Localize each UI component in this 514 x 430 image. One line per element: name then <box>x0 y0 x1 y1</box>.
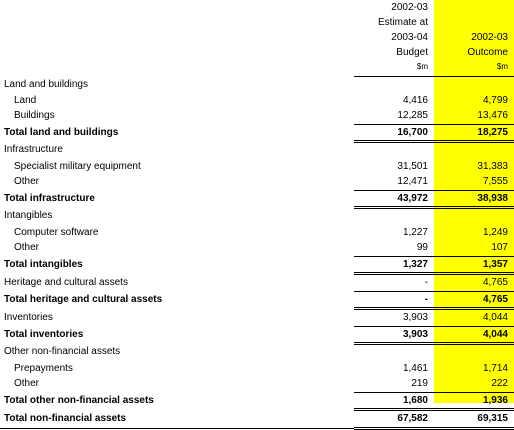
outcome-value <box>434 208 514 225</box>
total-row <box>0 124 514 142</box>
outcome-value: 1,357 <box>434 256 514 274</box>
header-blank <box>0 0 354 15</box>
outcome-value: 222 <box>434 376 514 392</box>
section-row <box>0 309 514 327</box>
outcome-value <box>434 344 514 361</box>
budget-value: 12,285 <box>354 108 434 124</box>
budget-value: 4,416 <box>402 94 428 106</box>
row-label: Total intangibles <box>4 259 83 270</box>
budget-value: 1,680 <box>354 392 434 410</box>
total-row <box>0 291 514 309</box>
outcome-value: 7,555 <box>434 174 514 190</box>
budget-value: 12,471 <box>354 174 434 190</box>
header-blank <box>0 60 354 77</box>
budget-value: 31,501 <box>397 160 428 172</box>
budget-value: 43,972 <box>354 190 434 208</box>
header-row <box>0 15 514 30</box>
header-budget-line-1: 2002-03 <box>391 2 428 13</box>
budget-value: 67,582 <box>354 410 434 429</box>
row-label: Intangibles <box>4 210 53 222</box>
section-row <box>0 77 514 93</box>
header-row <box>0 45 514 60</box>
total-row <box>0 190 514 208</box>
row-label: Other non-financial assets <box>4 346 121 358</box>
budget-value <box>354 344 434 361</box>
table-row <box>0 159 514 175</box>
budget-value <box>354 208 434 225</box>
row-label: Land <box>14 94 37 106</box>
row-label: Total land and buildings <box>4 127 119 138</box>
outcome-value: 4,765 <box>434 291 514 309</box>
table-row <box>0 108 514 124</box>
outcome-value: 107 <box>434 240 514 256</box>
budget-unit: $m <box>354 60 434 77</box>
budget-value: 16,700 <box>354 124 434 142</box>
header-outcome-line-2: Outcome <box>467 47 508 58</box>
header-budget-line-3: 2003-04 <box>391 32 428 43</box>
header-blank <box>0 45 354 60</box>
table-row <box>0 376 514 392</box>
outcome-value: 69,315 <box>434 410 514 429</box>
budget-value: 3,903 <box>354 309 434 327</box>
header-budget-line-4: Budget <box>396 47 428 58</box>
outcome-value: 31,383 <box>477 160 508 172</box>
header-row <box>0 30 514 45</box>
table-row <box>0 240 514 256</box>
budget-value: - <box>354 291 434 309</box>
header-outcome-blank <box>434 15 514 30</box>
row-label: Total other non-financial assets <box>4 395 154 406</box>
row-label: Heritage and cultural assets <box>4 276 128 288</box>
header-unit-row <box>0 60 514 77</box>
header-budget-line-2: Estimate at <box>377 17 428 28</box>
outcome-value: 4,044 <box>434 326 514 344</box>
row-label: Other <box>14 176 40 188</box>
row-label: Total non-financial assets <box>0 410 354 429</box>
budget-value: 1,327 <box>354 256 434 274</box>
row-label: Buildings <box>14 110 55 122</box>
outcome-value: 4,044 <box>434 309 514 327</box>
budget-value: 3,903 <box>354 326 434 344</box>
outcome-value: 18,275 <box>434 124 514 142</box>
outcome-value: 1,714 <box>482 362 508 374</box>
row-label: Total infrastructure <box>4 193 95 204</box>
header-row <box>0 0 514 15</box>
outcome-value: 1,249 <box>482 226 508 238</box>
table-row <box>0 93 514 109</box>
header-blank <box>0 15 354 30</box>
row-label: Inventories <box>4 311 53 323</box>
budget-value: - <box>354 274 434 292</box>
row-label: Infrastructure <box>4 144 63 156</box>
row-label: Prepayments <box>14 362 73 374</box>
total-row <box>0 392 514 410</box>
outcome-value: 4,765 <box>434 274 514 292</box>
row-label: Total heritage and cultural assets <box>4 294 163 305</box>
row-label: Other <box>14 378 40 390</box>
budget-value <box>354 142 434 159</box>
outcome-value <box>434 77 514 93</box>
section-row <box>0 274 514 292</box>
header-outcome-line-1: 2002-03 <box>471 32 508 43</box>
outcome-value: 1,936 <box>434 392 514 410</box>
table-row <box>0 225 514 241</box>
total-row <box>0 326 514 344</box>
outcome-value: 4,799 <box>482 94 508 106</box>
section-row <box>0 142 514 159</box>
header-outcome-line-1 <box>434 0 514 15</box>
outcome-value: 13,476 <box>434 108 514 124</box>
outcome-unit: $m <box>434 60 514 77</box>
budget-value <box>354 77 434 93</box>
budget-value: 1,461 <box>402 362 428 374</box>
row-label: Specialist military equipment <box>14 160 141 172</box>
section-row <box>0 208 514 225</box>
table-row <box>0 361 514 377</box>
row-label: Other <box>14 242 40 254</box>
table-row <box>0 174 514 190</box>
budget-value: 219 <box>354 376 434 392</box>
total-row <box>0 410 514 429</box>
budget-value: 99 <box>354 240 434 256</box>
row-label: Total inventories <box>4 329 84 340</box>
budget-value: 1,227 <box>402 226 428 238</box>
outcome-value: 38,938 <box>434 190 514 208</box>
header-blank <box>0 30 354 45</box>
row-label: Computer software <box>14 226 99 238</box>
row-label: Land and buildings <box>4 78 88 90</box>
total-row <box>0 256 514 274</box>
section-row <box>0 344 514 361</box>
outcome-value <box>434 142 514 159</box>
